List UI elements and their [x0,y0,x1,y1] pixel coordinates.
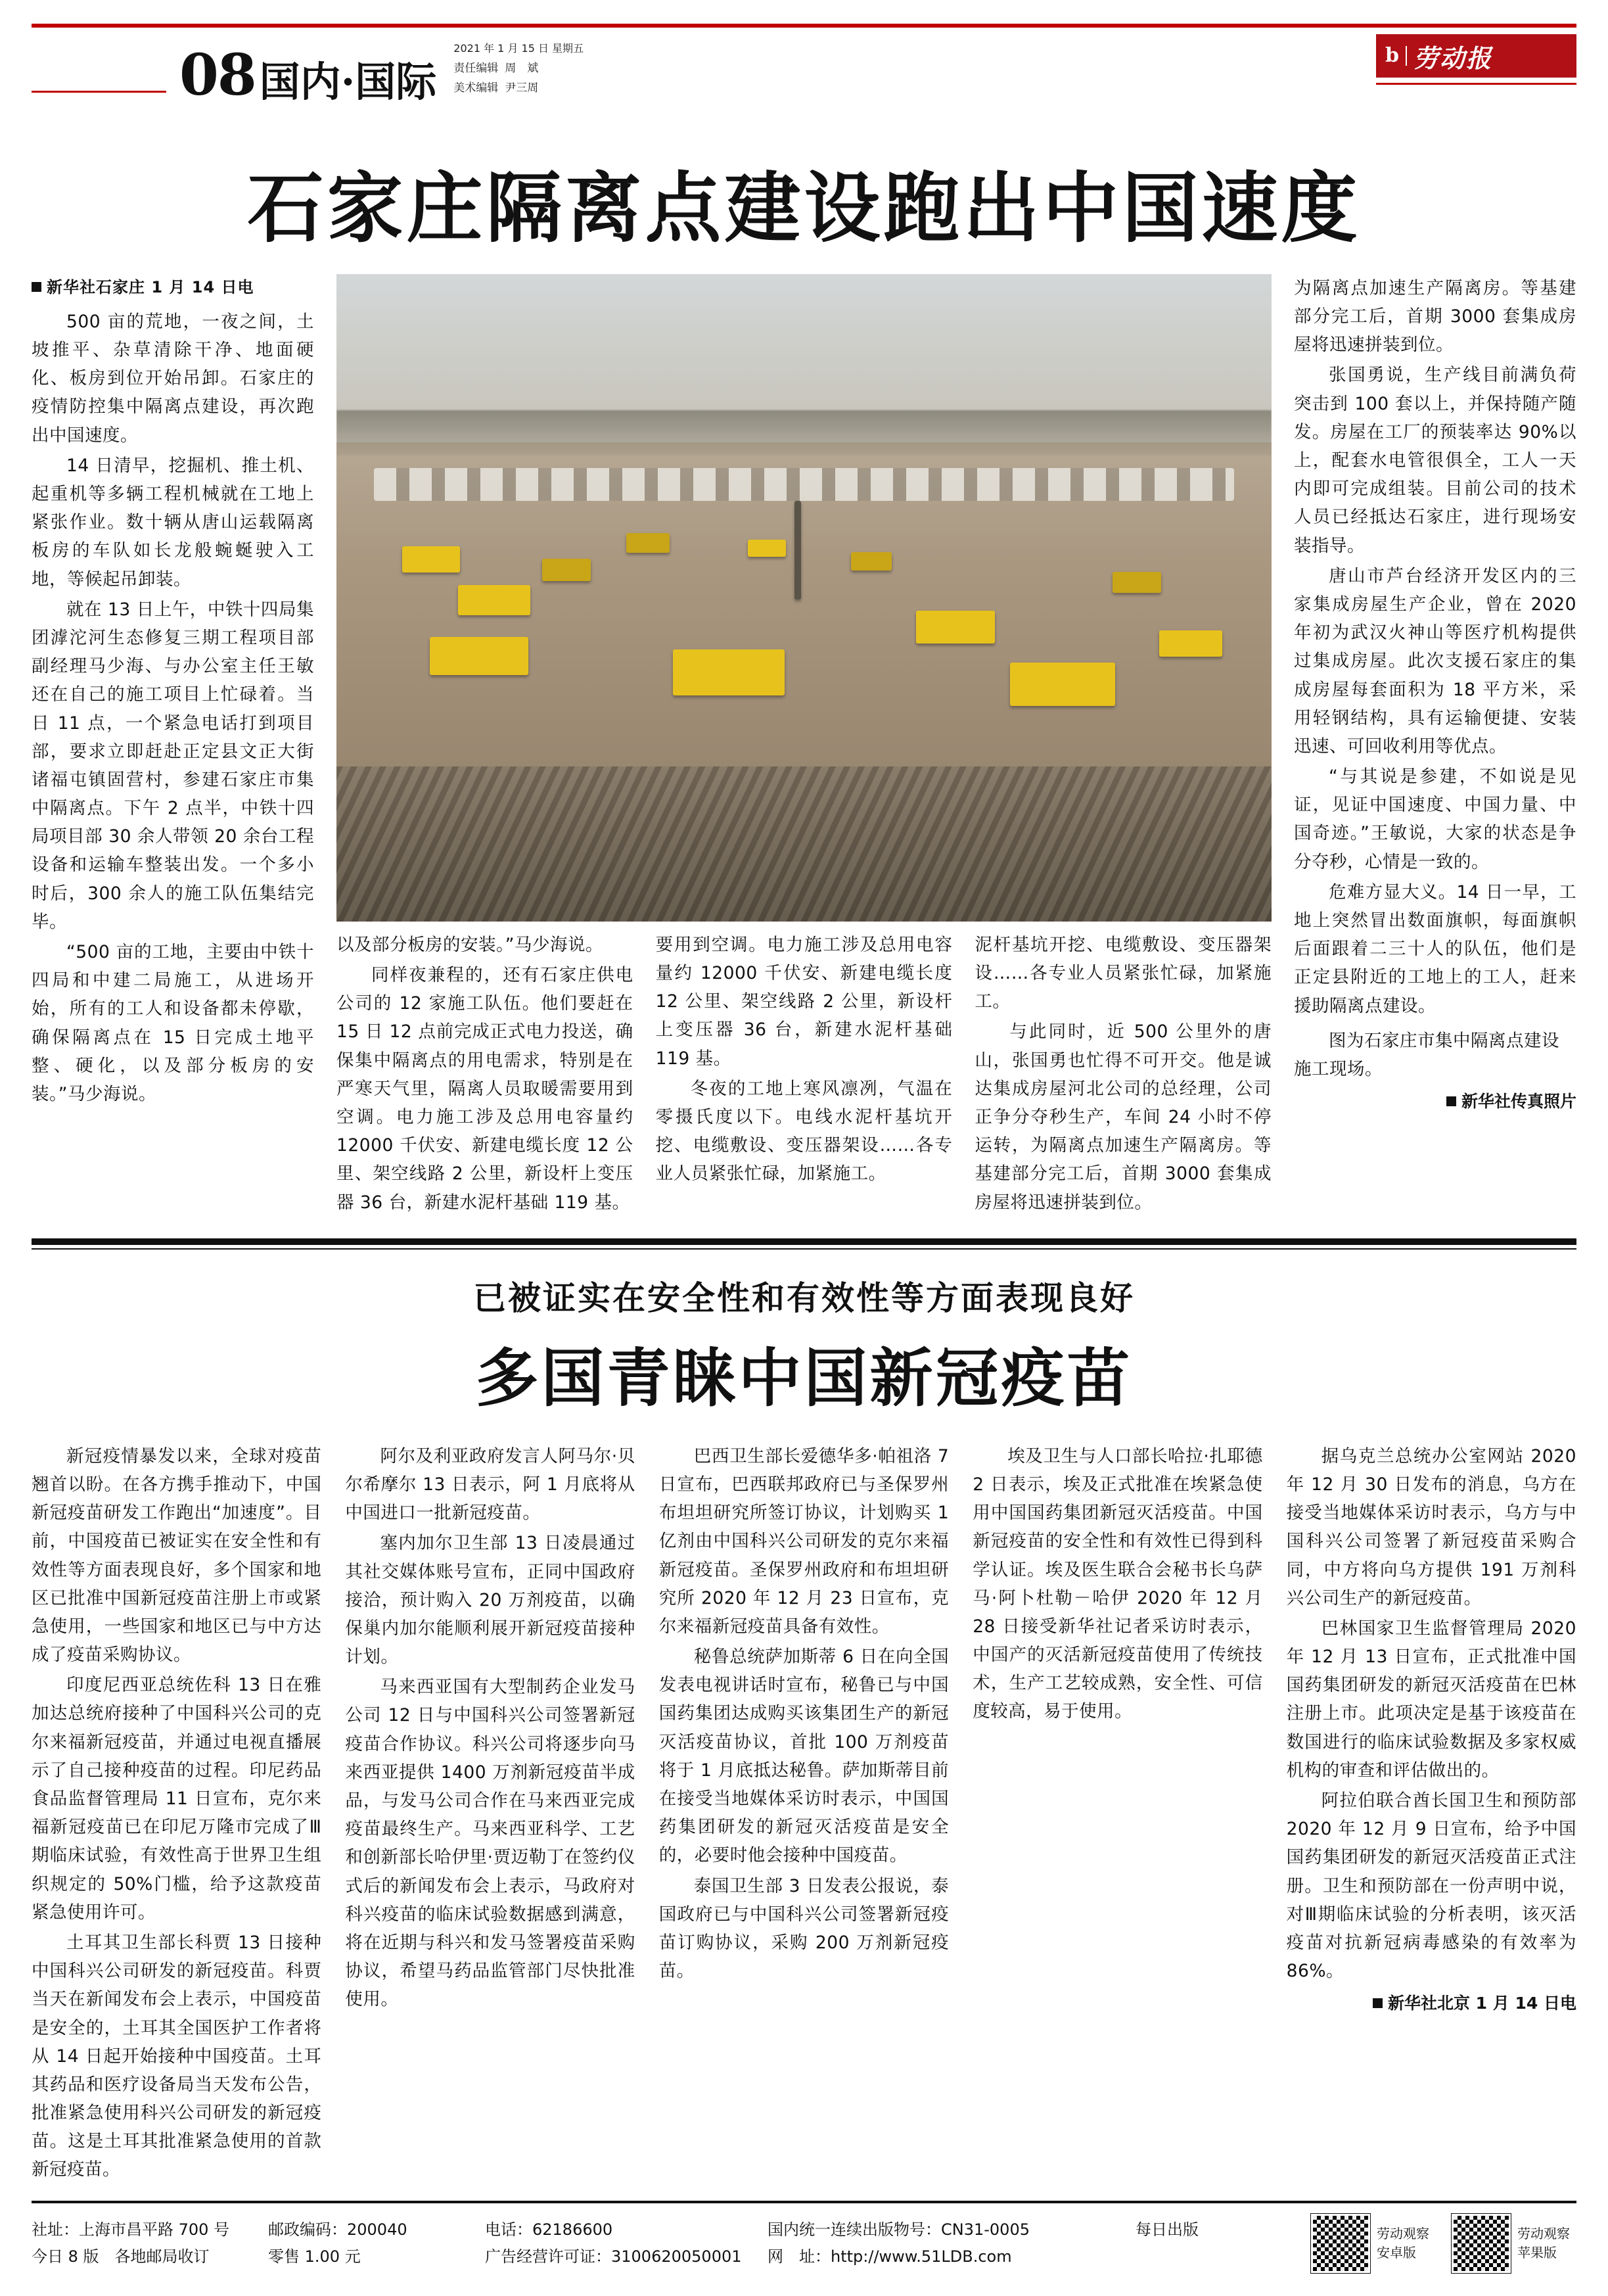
footer-address-label: 社址： [32,2220,79,2239]
logo-text: 劳动报 [1413,43,1492,73]
footer-website-label: 网 址： [768,2247,831,2266]
footer-phone: 电话：62186600 [485,2220,613,2239]
article1-center-col-a [336,931,633,1219]
page-number: 08 [179,41,256,108]
editor-name: 周 斌 [505,62,539,75]
bullet-square-icon [1446,1096,1456,1106]
paragraph: 阿尔及利亚政府发言人阿马尔·贝尔希摩尔 13 日表示，阿 1 月底将从中国进口一批新冠疫苗。 [345,1445,635,1524]
article1-dateline-text: 新华社石家庄 1 月 14 日电 [47,277,254,296]
paragraph: 就在 13 日上午，中铁十四局集团滹沱河生态修复三期工程项目部副经理马少海、与办公室主任王敏还在自己的施工项目上忙碌着。当日 11 点，一个紧急电话打到项目部，要求立即赶赴正定县文正大街诸福屯镇固营村，参建石家庄市集中隔离点。下午 2 点半，中铁十四局项目部 30 余人带领 20 余台工程设备和运输车整装出发。一个多小时后，300 余人的施工队伍集结完毕。 [32,599,314,932]
photo-rubble-foreground [336,766,1272,922]
paragraph: 印度尼西亚总统佐科 13 日在雅加达总统府接种了中国科兴公司的克尔来福新冠疫苗，并通过电视直播展示了自己接种疫苗的过程。印尼药品食品监督管理局 11 日宣布，克尔来福新冠疫苗已在印尼万隆市完成了Ⅲ期临床试验，有效性高于世界卫生组织规定的 50%门槛，给予这款疫苗紧急使用许可。 [32,1675,322,1923]
paragraph: 阿拉伯联合酋长国卫生和预防部 2020 年 12 月 9 日宣布，给予中国国药集团研发的新冠灭活疫苗正式注册。卫生和预防部在一份声明中说，对Ⅲ期临床试验的分析表明，该灭活疫苗对抗新冠病毒感染的有效率为 86%。 [1286,1791,1576,1982]
paragraph: 新冠疫情暴发以来，全球对疫苗翘首以盼。在各方携手推动下，中国新冠疫苗研发工作跑出“加速度”。目前，中国疫苗已被证实在安全性和有效性等方面表现良好，多个国家和地区已批准中国新冠疫苗注册上市或紧急使用，一些国家和地区已与中方达成了疫苗采购协议。 [32,1445,322,1666]
bullet-square-icon [32,282,41,292]
paragraph: 巴西卫生部长爱德华多·帕祖洛 7 日宣布，巴西联邦政府已与圣保罗州布坦坦研究所签订协议，计划购买 1 亿剂由中国科兴公司研发的克尔来福新冠疫苗。圣保罗州政府和布坦坦研究所 2020 年 12 月 23 日宣布，克尔来福新冠疫苗具备有效性。 [658,1445,950,1637]
article2-column-4 [973,1442,1262,2186]
footer-website-value[interactable]: http://www.51LDB.com [831,2247,1012,2266]
paragraph: “与其说是参建，不如说是见证，见证中国速度、中国力量、中国奇迹。”王敏说，大家的状态是争分夺秒，心情是一致的。 [1294,766,1576,872]
bullet-square-icon [1373,1998,1383,2008]
photo-machine [916,611,995,644]
article2-column-5 [1287,1442,1576,2186]
qr-android-line2: 安卓版 [1377,2244,1416,2261]
footer-issn: 国内统一连续出版物号：CN31-0005 [768,2220,1030,2239]
masthead-rule [32,91,166,93]
photo-machine [851,552,892,571]
section-title: 国内·国际 [259,57,437,106]
article1-center-col-b [656,931,953,1219]
masthead-left [32,39,584,108]
qr-android-label [1377,2224,1429,2262]
photo-machine [1113,572,1161,593]
article2-credit-text: 新华社北京 1 月 14 日电 [1387,1994,1576,2013]
qr-code-icon[interactable] [1311,2214,1370,2273]
section-divider-thick [32,1238,1576,1245]
paragraph: 同样夜兼程的，还有石家庄供电公司的 12 家施工队伍。他们要赶在 15 日 12 点前完成正式电力投送，确保集中隔离点的用电需求，特别是在严寒天气里，隔离人员取暖需要用到空调。电力施工涉及总用电容量约 12000 千伏安、新建电缆长度 12 公里、架空线路 2 公里，新设杆上变压器 36 台，新建水泥杆基础 119 基。 [336,965,633,1213]
newspaper-logo [1376,34,1576,78]
article1-photo-wrap [336,274,1272,922]
paragraph: 张国勇说，生产线目前满负荷突击到 100 套以上，并保持随产随发。房屋在工厂的预装率达 90%以上，配套水电管很俱全，工人一天内即可完成组装。目前公司的技术人员已经抵达石家庄，进行现场安装指导。 [1294,365,1576,556]
art-editor-row [453,79,584,99]
paragraph: 与此同时，近 500 公里外的唐山，张国勇也忙得不可开交。他是诚达集成房屋河北公司的总经理，公司正争分夺秒生产，车间 24 小时不停运转，为隔离点加速生产隔离房。等基建部分完工后，首期 3000 套集成房屋将迅速拼装到位。 [975,1021,1272,1213]
footer-info [32,2216,1311,2270]
article1-headline: 石家庄隔离点建设跑出中国速度 [247,164,1361,253]
qr-android-line1: 劳动观察 [1377,2225,1429,2241]
qr-ios[interactable] [1452,2214,1570,2273]
art-editor-name: 尹三周 [505,81,539,95]
photo-machine [1159,630,1222,657]
logo-underline [1376,83,1576,85]
article2-body [32,1442,1576,2186]
construction-site-photo [336,274,1272,922]
photo-machine [430,637,528,675]
paragraph: 土耳其卫生部长科贾 13 日接种中国科兴公司研发的新冠疫苗。科贾当天在新闻发布会上表示，中国疫苗是安全的，土耳其全国医护工作者将从 14 日起开始接种中国疫苗。土耳其药品和医疗设备局当天发布公告，批准紧急使用科兴公司研发的新冠疫苗。这是土耳其批准紧急使用的首款新冠疫苗。 [32,1932,322,2180]
article2-column-2 [345,1442,635,2186]
photo-machine [402,546,460,573]
qr-ios-label [1517,2224,1570,2262]
masthead [32,24,1576,154]
paragraph: “500 亩的工地，主要由中铁十四局和中建二局施工，从进场开始，所有的工人和设备都未停歇，确保隔离点在 15 日完成土地平整、硬化，以及部分板房的安装。”马少海说。 [32,942,314,1104]
paragraph: 据乌克兰总统办公室网站 2020 年 12 月 30 日发布的消息，乌方在接受当地媒体采访时表示，乌方与中国科兴公司签署了新冠疫苗采购合同，中方将向乌方提供 191 万剂科兴公司生产的新冠疫苗。 [1286,1445,1576,1608]
qr-android[interactable] [1311,2214,1429,2273]
page-footer [32,2201,1576,2287]
art-editor-label: 美术编辑 [453,81,499,95]
paragraph: 泰国卫生部 3 日发表公报说，泰国政府已与中国科兴公司签署新冠疫苗订购协议，采购 200 万剂新冠疫苗。 [658,1875,950,1982]
paragraph: 埃及卫生与人口部长哈拉·扎耶德 2 日表示，埃及正式批准在埃紧急使用中国国药集团新冠灭活疫苗。中国新冠疫苗的安全性和有效性已得到科学认证。埃及医生联合会秘书长乌萨马·阿卜杜勒－哈伊 2020 年 12 月 28 日接受新华社记者采访时表示，中国产的灭活新冠疫苗使用了传统技术，生产工艺较成熟，安全性、可信度较高，易于使用。 [973,1445,1263,1722]
paragraph: 巴林国家卫生监督管理局 2020 年 12 月 13 日宣布，正式批准中国国药集团研发的新冠灭活疫苗在巴林注册上市。此项决定是基于该疫苗在数国进行的临床试验数据及多家权威机构的审查和评估做出的。 [1286,1618,1576,1781]
paragraph-continuation: 以及部分板房的安装。”马少海说。 [336,934,603,955]
article1-credit-text: 新华社传真照片 [1461,1092,1576,1112]
footer-spacer [1136,2243,1293,2270]
paragraph: 14 日清早，挖掘机、推土机、起重机等多辆工程机械就在工地上紧张作业。数十辆从唐山运载隔离板房的车队如长龙般蜿蜒驶入工地，等候起吊卸装。 [32,455,314,590]
qr-ios-line1: 劳动观察 [1517,2225,1570,2241]
photo-truck-convoy [374,468,1234,500]
paragraph: 塞内加尔卫生部 13 日凌晨通过其社交媒体账号宣布，正同中国政府接洽，预计购入 20 万剂疫苗，以确保巢内加尔能顺利展开新冠疫苗接种计划。 [345,1533,635,1668]
footer-pages: 今日 8 版 各地邮局收订 [32,2247,210,2266]
paragraph: 秘鲁总统萨加斯蒂 6 日在向全国发表电视讲话时宣布，秘鲁已与中国国药集团达成购买该集团生产的新冠灭活疫苗协议，首批 100 万剂疫苗将于 1 月底抵达秘鲁。萨加斯蒂目前在接受当地媒体采访时表示，中国国药集团研发的新冠灭活疫苗是安全的，必要时他会接种中国疫苗。 [658,1647,950,1866]
photo-machine [626,533,670,553]
article2-column-1 [32,1442,321,2186]
editor-label: 责任编辑 [453,62,499,75]
qr-ios-line2: 苹果版 [1517,2244,1557,2261]
paragraph: 唐山市芦台经济开发区内的三家集成房屋生产企业，曾在 2020 年初为武汉火神山等医疗机构提供过集成房屋。此次支援石家庄的集成房屋每套面积为 18 平方米，采用轻钢结构，具有运输便捷、安装迅速、可回收利用等优点。 [1294,565,1576,757]
editor-row [453,59,584,79]
article1-center-columns [336,931,1272,1219]
masthead-meta [453,39,584,103]
photo-light-pole [794,501,801,599]
paragraph-continuation: 要用到空调。电力施工涉及总用电容量约 12000 千伏安、新建电缆长度 12 公里、架空线路 2 公里，新设杆上变压器 36 台，新建水泥杆基础 119 基。 [655,934,953,1069]
article1-column-1 [32,274,314,1219]
footer-ad-license: 广告经营许可证：3100620050001 [485,2247,742,2266]
paragraph: 马来西亚国有大型制药企业发马公司 12 日与中国科兴公司签署新冠疫苗合作协议。科兴公司将逐步向马来西亚提供 1400 万剂新冠疫苗半成品，与发马公司合作在马来西亚完成疫苗最终生产。马来西亚科学、工艺和创新部长哈伊里·贾迈勒丁在签约仪式后的新闻发布会上表示，马政府对科兴疫苗的临床试验数据感到满意，将在近期与科兴和发马签署疫苗采购协议，希望马药品监管部门尽快批准使用。 [345,1677,635,2010]
footer-daily: 每日出版 [1136,2220,1199,2239]
article1-column-3 [1294,274,1576,1219]
article1-dateline [32,274,314,297]
article2-headline: 多国青睐中国新冠疫苗 [475,1340,1133,1415]
paragraph-continuation: 为隔离点加速生产隔离房。等基建部分完工后，首期 3000 套集成房屋将迅速拼装到位。 [1294,277,1576,356]
article1-center [336,274,1272,1219]
footer-address-value: 上海市昌平路 700 号 [79,2220,230,2239]
photo-caption: 图为石家庄市集中隔离点建设施工现场。 [1294,1030,1559,1079]
article2-credit [1287,1990,1576,2014]
article2-column-3 [659,1442,949,2186]
footer-website[interactable] [768,2243,1136,2270]
article2-shoulder: 已被证实在安全性和有效性等方面表现良好 [473,1278,1135,1317]
photo-machine [673,649,785,695]
article1-center-col-c [975,931,1272,1219]
footer-address [32,2216,268,2243]
paragraph: 500 亩的荒地，一夜之间，土坡推平、杂草清除干净、地面硬化、板房到位开始吊卸。石家庄的疫情防控集中隔离点建设，再次跑出中国速度。 [32,311,314,446]
photo-machine [542,559,591,581]
footer-retail: 零售 1.00 元 [268,2247,361,2266]
photo-machine [458,585,530,615]
section-divider-thin [32,1248,1576,1250]
photo-machine [1010,663,1115,706]
photo-machine [748,540,786,557]
article1-body [32,274,1576,1219]
footer-postcode: 邮政编码：200040 [268,2220,407,2239]
logo-mark-icon: b [1385,46,1407,66]
qr-group [1311,2214,1576,2273]
publication-date: 2021 年 1 月 15 日 星期五 [453,42,584,55]
article1-credit [1294,1089,1576,1112]
qr-code-icon[interactable] [1452,2214,1511,2273]
paragraph: 冬夜的工地上寒风凛冽，气温在零摄氏度以下。电线水泥杆基坑开挖、电缆敷设、变压器架设……各专业人员紧张忙碌，加紧施工。 [655,1078,953,1184]
paragraph-continuation: 泥杆基坑开挖、电缆敷设、变压器架设……各专业人员紧张忙碌，加紧施工。 [975,934,1272,1012]
paragraph: 危难方显大义。14 日一早，工地上突然冒出数面旗帜，每面旗帜后面跟着二三十人的队伍，他们是正定县附近的工地上的工人，赶来援助隔离点建设。 [1294,881,1576,1016]
